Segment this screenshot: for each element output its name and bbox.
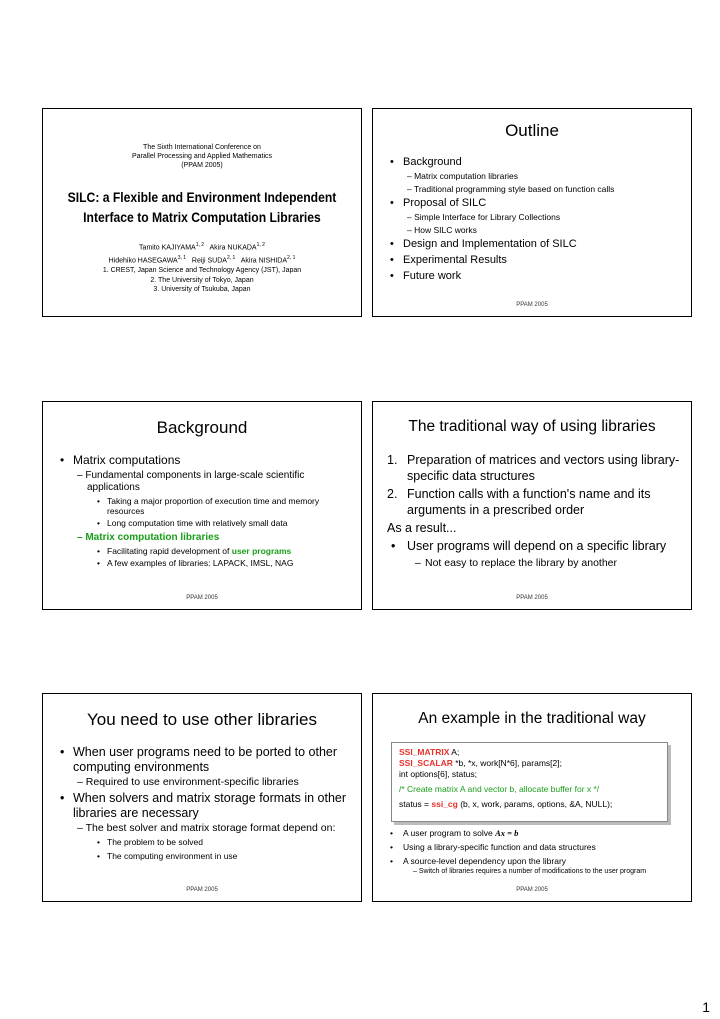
list-item: • Design and Implementation of SILC bbox=[387, 238, 683, 251]
slide-heading: Outline bbox=[505, 121, 559, 140]
list-item: • Future work bbox=[387, 270, 683, 283]
numbered-list bbox=[387, 452, 683, 570]
list-item: • Experimental Results bbox=[387, 254, 683, 267]
slide-example bbox=[372, 693, 692, 902]
list-item: • Background bbox=[387, 156, 683, 169]
slide-footer: PPAM 2005 bbox=[516, 887, 548, 893]
slide-title bbox=[42, 108, 362, 317]
list-item: – The best solver and matrix storage format depend on: bbox=[77, 822, 336, 834]
list-item: – Not easy to replace the library by another bbox=[415, 557, 618, 569]
slide-footer: PPAM 2005 bbox=[516, 595, 548, 601]
list-item: – Matrix computation libraries bbox=[77, 532, 220, 543]
list-item: – How SILC works bbox=[407, 225, 477, 235]
slide-footer: PPAM 2005 bbox=[186, 887, 218, 893]
list-item: – Switch of libraries requires a number of modifications to the user program bbox=[413, 868, 647, 875]
code-line: int options[6], status; bbox=[399, 769, 477, 779]
slide-outline bbox=[372, 108, 692, 317]
slide-heading: An example in the traditional way bbox=[418, 710, 646, 727]
list-item: – Simple Interface for Library Collections bbox=[407, 212, 561, 222]
list-item: • The computing environment in use bbox=[57, 851, 353, 862]
list-item: – Traditional programming style based on function calls bbox=[407, 184, 615, 194]
code-line: SSI_MATRIX A; bbox=[399, 747, 460, 757]
list-item: • When solvers and matrix storage formats in other libraries are necessary bbox=[57, 791, 353, 821]
code-line: SSI_SCALAR *b, *x, work[N*6], params[2]; bbox=[399, 758, 562, 768]
list-item: • Proposal of SILC bbox=[387, 197, 683, 210]
list-item: • Using a library-specific function and data structures bbox=[387, 842, 683, 853]
bullet-list bbox=[387, 828, 683, 880]
list-item: • Taking a major proportion of execution time and memory resources bbox=[57, 496, 353, 516]
list-item: • Facilitating rapid development of user programs bbox=[57, 546, 353, 556]
list-item: 2. Function calls with a function's name and its arguments in a prescribed order bbox=[387, 487, 651, 517]
list-item: • Long computation time with relatively small data bbox=[57, 518, 353, 528]
list-item: • When user programs need to be ported to other computing environments bbox=[57, 745, 353, 775]
list-item: • A user program to solve Ax = b bbox=[387, 828, 683, 839]
slide-footer: PPAM 2005 bbox=[186, 595, 218, 601]
slide-heading: You need to use other libraries bbox=[87, 710, 317, 729]
list-item: • A few examples of libraries: LAPACK, IMSL, NAG bbox=[57, 558, 353, 568]
slide-other-libraries bbox=[42, 693, 362, 902]
conference-name: The Sixth International Conference on Parallel Processing and Applied Mathematics (PPAM 2005) bbox=[131, 144, 273, 169]
code-box bbox=[391, 742, 668, 822]
slide-background bbox=[42, 401, 362, 610]
list-item: • User programs will depend on a specific library bbox=[391, 539, 667, 553]
page-number: 1 bbox=[702, 999, 710, 1015]
list-item: – Required to use environment-specific libraries bbox=[77, 776, 299, 788]
bullet-list bbox=[57, 453, 353, 570]
slide-traditional-way bbox=[372, 401, 692, 610]
slide-footer: PPAM 2005 bbox=[516, 302, 548, 308]
list-item: – Matrix computation libraries bbox=[407, 171, 519, 181]
slide-heading: The traditional way of using libraries bbox=[408, 418, 656, 435]
result-text: As a result... bbox=[387, 521, 457, 535]
affiliations: 1. CREST, Japan Science and Technology Agency (JST), Japan 2. The University of Tokyo, Japan 3. University of Tsukuba, Japan bbox=[102, 267, 302, 293]
slide-heading: Background bbox=[156, 418, 248, 437]
list-item: 1. Preparation of matrices and vectors using library-specific data structures bbox=[387, 453, 680, 483]
list-item: • Matrix computations bbox=[57, 453, 353, 468]
code-line: status = ssi_cg (b, x, work, params, options, &A, NULL); bbox=[399, 799, 613, 809]
paper-title: SILC: a Flexible and Environment Independent Interface to Matrix Computation Libraries bbox=[67, 190, 337, 225]
bullet-list bbox=[387, 156, 683, 286]
code-comment: /* Create matrix A and vector b, allocate buffer for x */ bbox=[399, 784, 600, 794]
authors: Tamito KAJIYAMA$^{1, 2}$ Akira NUKADA$^{1, 2}$ Hidehiko HASEGAWA$^{3, 1}$ Reiji SUDA$^{2, 1}$ Akira NISHIDA$^{2, 1}$ bbox=[108, 242, 296, 265]
list-item: • A source-level dependency upon the library bbox=[387, 856, 683, 867]
list-item: – Fundamental components in large-scale scientific applications bbox=[77, 470, 305, 493]
list-item: • The problem to be solved bbox=[57, 837, 353, 848]
bullet-list bbox=[57, 745, 353, 864]
